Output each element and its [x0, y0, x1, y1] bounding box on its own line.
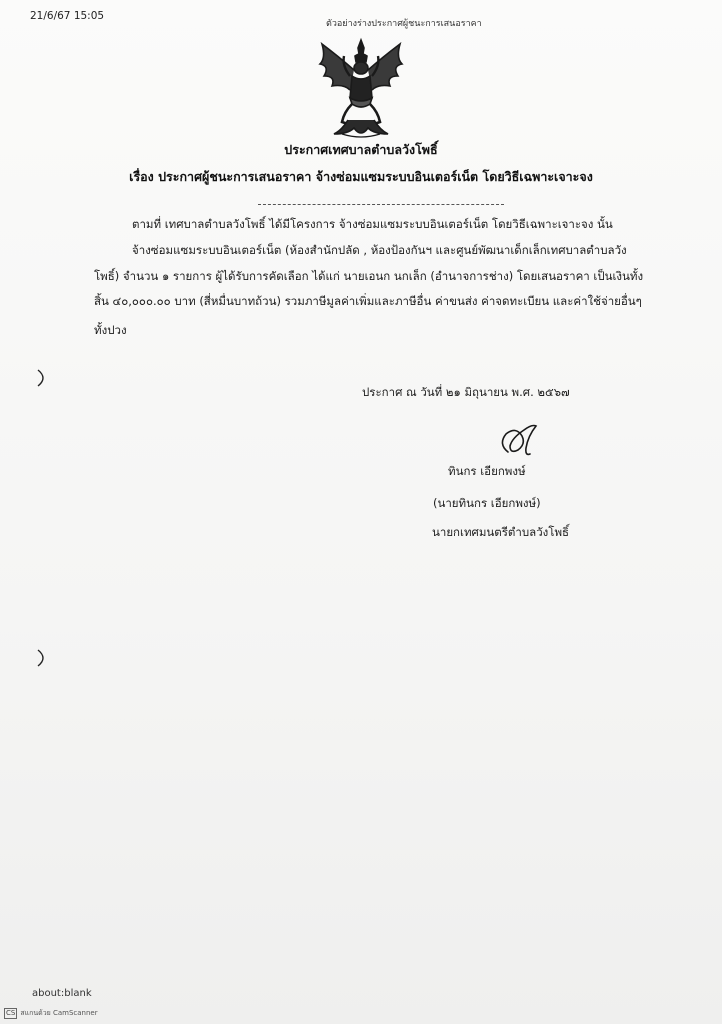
footer-url: about:blank	[32, 988, 92, 999]
body-line-3: โพธิ์) จำนวน ๑ รายการ ผู้ได้รับการคัดเลือก ได้แก่ นายเอนก นกเล็ก (อำนาจการช่าง) โดยเสนอราคา เป็นเงินทั้ง	[94, 269, 644, 283]
punch-hole-mark	[34, 368, 50, 388]
scanner-watermark	[4, 1008, 98, 1019]
signer-position: นายกเทศมนตรีตำบลวังโพธิ์	[432, 525, 570, 539]
announce-date: ประกาศ ณ วันที่ ๒๑ มิถุนายน พ.ศ. ๒๕๖๗	[362, 385, 570, 399]
header-note: ตัวอย่างร่างประกาศผู้ชนะการเสนอราคา	[326, 19, 482, 29]
body-line-4: สิ้น ๔๐,๐๐๐.๐๐ บาท (สี่หมื่นบาทถ้วน) รวมภาษีมูลค่าเพิ่มและภาษีอื่น ค่าขนส่ง ค่าจดทะเบียน และค่าใช้จ่ายอื่นๆ	[94, 294, 642, 308]
signer-full-name: (นายทินกร เอียกพงษ์)	[433, 496, 541, 510]
punch-hole-mark	[34, 648, 50, 668]
document-subject: เรื่อง ประกาศผู้ชนะการเสนอราคา จ้างซ่อมแซมระบบอินเตอร์เน็ต โดยวิธีเฉพาะเจาะจง	[129, 169, 593, 184]
garuda-emblem-icon	[312, 36, 410, 140]
signer-name: ทินกร เอียกพงษ์	[448, 464, 526, 478]
signature-image	[490, 422, 546, 462]
camscanner-logo-icon: CS	[6, 1009, 16, 1017]
scanner-text: สแกนด้วย CamScanner	[20, 1009, 98, 1017]
print-timestamp: 21/6/67 15:05	[30, 10, 105, 22]
document-title: ประกาศเทศบาลตำบลวังโพธิ์	[284, 142, 438, 157]
body-line-5: ทั้งปวง	[94, 323, 127, 337]
divider	[258, 204, 504, 205]
body-line-2: จ้างซ่อมแซมระบบอินเตอร์เน็ต (ห้องสำนักปลัด , ห้องป้องกันฯ และศูนย์พัฒนาเด็กเล็กเทศบาลตำบลวัง	[132, 243, 627, 257]
body-line-1: ตามที่ เทศบาลตำบลวังโพธิ์ ได้มีโครงการ จ้างซ่อมแซมระบบอินเตอร์เน็ต โดยวิธีเฉพาะเจาะจง นั้น	[132, 217, 613, 231]
